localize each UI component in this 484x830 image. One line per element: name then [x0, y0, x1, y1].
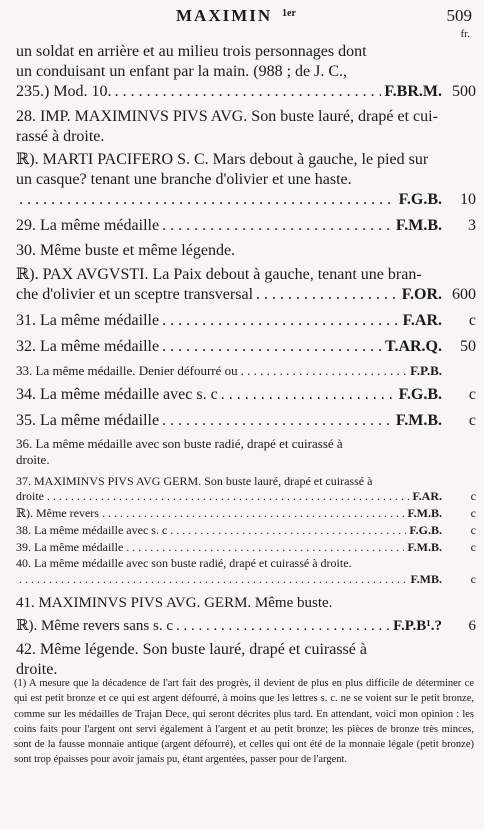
price-unit-label: fr. — [460, 28, 470, 40]
coin-entry — [16, 505, 476, 522]
price-value: c — [468, 412, 476, 430]
coin-entry — [16, 241, 476, 261]
price-value: c — [470, 506, 476, 521]
entry-line: un conduisant un enfant par la main. (988 ; de J. C., — [16, 62, 348, 80]
entry-price-row — [16, 539, 476, 556]
collection-ref: F.AR. — [402, 312, 442, 330]
coin-entry — [16, 616, 476, 636]
price-value: c — [470, 572, 476, 587]
dot-leader — [115, 81, 382, 103]
entry-price-row — [16, 215, 476, 237]
coin-entry — [16, 556, 476, 588]
collection-ref: T.AR.Q. — [384, 338, 442, 356]
collection-ref: F.M.B. — [395, 217, 442, 235]
coin-entry — [16, 539, 476, 556]
coin-entry — [16, 150, 476, 211]
entry-line: 36. La même médaille avec son buste radié, drapé et cuirassé à — [16, 436, 343, 452]
price-value: 10 — [460, 191, 476, 209]
entry-line: ℝ). MARTI PACIFERO S. C. Mars debout à gauche, le pied sur — [16, 151, 429, 169]
entry-line: 37. MAXIMINVS PIVS AVG GERM. Son buste lauré, drapé et cuirassé à — [16, 473, 373, 488]
coin-entry — [16, 336, 476, 358]
coin-entries — [16, 42, 476, 679]
entry-line: 42. Même légende. Son buste lauré, drapé et cuirassé à — [16, 641, 367, 659]
entry-line: 33. La même médaille. Denier défourré ou — [16, 363, 238, 379]
dot-leader — [176, 616, 390, 636]
coin-entry — [16, 410, 476, 432]
price-value: 500 — [452, 83, 476, 101]
entry-line: ℝ). PAX AVGVSTI. La Paix debout à gauche, tenant une bran- — [16, 265, 422, 283]
entry-price-row — [16, 189, 476, 211]
page-number: 509 — [446, 6, 472, 25]
collection-ref: F.AR. — [412, 489, 442, 504]
entry-line: che d'olivier et un sceptre transversal — [16, 286, 254, 304]
entry-line: 38. La même médaille avec s. c — [16, 523, 168, 538]
price-value: 50 — [460, 338, 476, 356]
entry-line: rassé à droite. — [16, 127, 105, 145]
entry-price-row — [16, 616, 476, 636]
entry-line: droite. — [16, 660, 58, 678]
price-value: c — [470, 489, 476, 504]
entry-price-row — [16, 81, 476, 103]
entry-line: 35. La même médaille — [16, 412, 160, 430]
dot-leader — [162, 336, 382, 358]
running-title-superscript: 1er — [282, 8, 296, 19]
coin-entry — [16, 215, 476, 237]
collection-ref: F.G.B. — [398, 191, 442, 209]
coin-entry — [16, 474, 476, 506]
coin-entry — [16, 436, 476, 468]
collection-ref: F.M.B. — [395, 412, 442, 430]
coin-entry — [16, 594, 476, 612]
dot-leader — [256, 284, 399, 306]
dot-leader — [162, 410, 393, 432]
dot-leader — [162, 215, 393, 237]
entry-price-row — [16, 571, 476, 588]
dot-leader — [19, 571, 407, 588]
coin-entry — [16, 362, 476, 380]
entry-line: 39. La même médaille — [16, 540, 124, 555]
collection-ref: F.BR.M. — [384, 83, 442, 101]
price-value: 6 — [468, 618, 476, 635]
entry-price-row — [16, 488, 476, 505]
entry-line: ℝ). Même revers — [16, 506, 99, 521]
entry-line: 34. La même médaille avec s. c — [16, 386, 218, 404]
entry-line: 40. La même médaille avec son buste radié, drapé et cuirassé à droite. — [16, 556, 352, 571]
entry-line: droite. — [16, 451, 50, 467]
price-value: 600 — [452, 286, 476, 304]
entry-line: 29. La même médaille — [16, 217, 160, 235]
collection-ref: F.OR. — [401, 286, 442, 304]
collection-ref: F.M.B. — [407, 506, 442, 521]
running-title: MAXIMIN — [176, 6, 273, 25]
page-header — [0, 4, 484, 44]
dot-leader — [126, 539, 404, 556]
entry-price-row — [16, 284, 476, 306]
entry-line: 32. La même médaille — [16, 338, 160, 356]
entry-line: un casque? tenant une branche d'olivier et une haste. — [16, 170, 352, 188]
entry-line: 28. IMP. MAXIMINVS PIVS AVG. Son buste lauré, drapé et cui- — [16, 108, 438, 126]
entry-price-row — [16, 410, 476, 432]
coin-entry — [16, 522, 476, 539]
entry-line: 235.) Mod. 10. — [16, 83, 112, 101]
price-value: c — [468, 312, 476, 330]
entry-price-row — [16, 522, 476, 539]
dot-leader — [221, 384, 396, 406]
dot-leader — [170, 522, 406, 539]
collection-ref: F.G.B. — [409, 523, 442, 538]
dot-leader — [102, 505, 404, 522]
entry-line: droite — [16, 489, 44, 504]
entry-line: 31. La même médaille — [16, 312, 160, 330]
collection-ref: F.P.B. — [410, 363, 442, 379]
entry-price-row — [16, 384, 476, 406]
entry-price-row — [16, 362, 476, 380]
dot-leader — [19, 189, 396, 211]
price-value: 3 — [468, 217, 476, 235]
coin-entry — [16, 384, 476, 406]
entry-line: 30. Même buste et même légende. — [16, 242, 236, 260]
dot-leader — [241, 362, 407, 380]
entry-price-row — [16, 310, 476, 332]
footnote: (1) A mesure que la décadence de l'art fait des progrès, il devient de plus en plus difficile de déterminer ce qui est petit bronze et ce qui est argent défourré, à moins que les lettres s. c. ne se voient sur le petit bronze, comme sur les médailles de Trajan Dece, qui seront décrites plus tard. En attendant, voici mon opinion : les coins faits pour l'argent ont servi également à l'argent et au petit bronze; les pièces de bronze très minces, sont de la fausse monnaie antique (argent défourré), et celles qui ont été de la monnaie légale (petit bronze) sont trop épaisses pour avoir jamais pu, étant argentées, passer pour de l'argent. — [14, 678, 474, 766]
collection-ref: F.M.B. — [407, 540, 442, 555]
collection-ref: F.G.B. — [398, 386, 442, 404]
entry-line: un soldat en arrière et au milieu trois personnages dont — [16, 43, 367, 60]
entry-line: ℝ). Même revers sans s. c — [16, 618, 174, 635]
coin-entry — [16, 107, 476, 146]
collection-ref: F.MB. — [410, 572, 442, 587]
dot-leader — [162, 310, 400, 332]
dot-leader — [47, 488, 409, 505]
coin-entry — [16, 310, 476, 332]
price-value: c — [470, 523, 476, 538]
collection-ref: F.P.B¹.? — [393, 618, 442, 635]
coin-entry — [16, 265, 476, 307]
entry-price-row — [16, 336, 476, 358]
price-value: c — [468, 386, 476, 404]
coin-entry — [16, 640, 476, 679]
entry-price-row — [16, 505, 476, 522]
coin-entry — [16, 42, 476, 103]
entry-line: 41. MAXIMINVS PIVS AVG. GERM. Même buste. — [16, 595, 333, 612]
price-value: c — [470, 540, 476, 555]
